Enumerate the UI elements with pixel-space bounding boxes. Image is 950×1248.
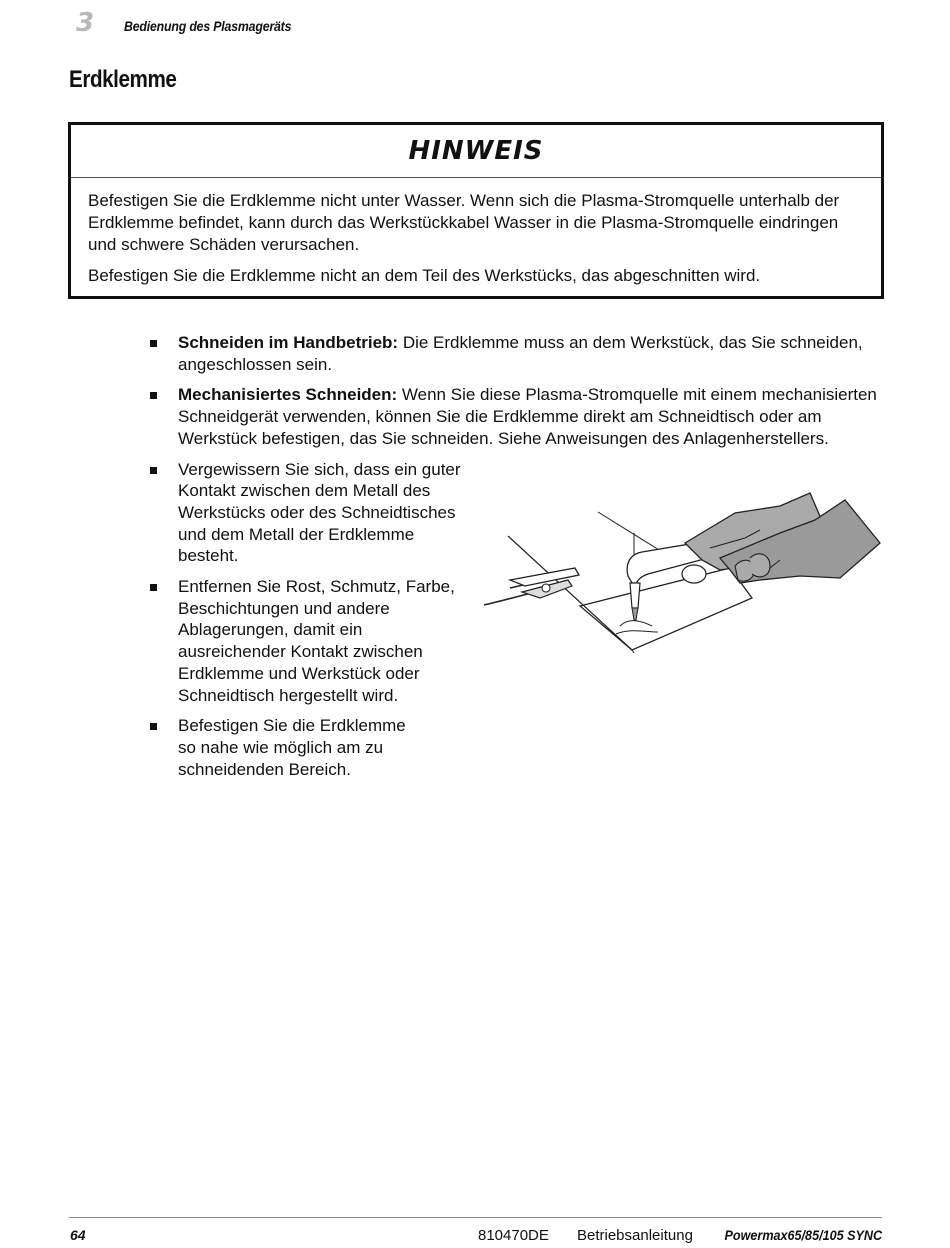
- notice-paragraph: Befestigen Sie die Erdklemme nicht unter Wasser. Wenn sich die Plasma-Stromquelle unterhalb der Erdklemme befindet, kann durch das Werkstückkabel Wasser in die Plasma-Stromquelle eindringen und schwere Schäden verursachen.: [88, 191, 840, 254]
- notice-box: [68, 122, 884, 299]
- chapter-number: 3: [76, 8, 95, 38]
- list-item-text: Befestigen Sie die Erdklemme so nahe wie möglich am zu schneidenden Bereich.: [178, 716, 406, 779]
- list-item: [150, 384, 880, 449]
- notice-body: [71, 178, 881, 287]
- list-item: [150, 715, 423, 780]
- list-item-label: Schneiden im Handbetrieb:: [178, 333, 399, 352]
- document-number: 810470DE: [478, 1227, 549, 1244]
- footer-divider: [69, 1217, 882, 1218]
- page-number: 64: [70, 1227, 86, 1243]
- list-item-text: Wenn Sie diese Plasma-Stromquelle mit einem mechanisierten Schneidgerät verwenden, können Sie die Erdklemme direkt am Schneidtisch oder am Werkstück befestigen, das Sie schneiden. Siehe Anweisungen des Anlagenherstellers.: [178, 385, 877, 448]
- list-item: [150, 459, 468, 568]
- list-item-text: Die Erdklemme muss an dem Werkstück, das Sie schneiden, angeschlossen sein.: [178, 333, 863, 374]
- ground-clamp-illustration: [480, 488, 882, 653]
- document-type: Betriebsanleitung: [577, 1227, 693, 1244]
- section-title: Erdklemme: [69, 66, 177, 93]
- list-item: [150, 576, 468, 706]
- notice-paragraph: Befestigen Sie die Erdklemme nicht an dem Teil des Werkstücks, das abgeschnitten wird.: [88, 266, 761, 285]
- product-name: Powermax65/85/105 SYNC: [724, 1227, 882, 1243]
- notice-title: HINWEIS: [408, 136, 544, 166]
- bullet-square-icon: [150, 340, 157, 347]
- chapter-title: Bedienung des Plasmageräts: [124, 18, 292, 34]
- bullet-square-icon: [150, 584, 157, 591]
- notice-header: [71, 125, 881, 178]
- bullet-square-icon: [150, 467, 157, 474]
- list-item-text: Vergewissern Sie sich, dass ein guter Kontakt zwischen dem Metall des Werkstücks oder des Schneidtisches und dem Metall der Erdklemme besteht.: [178, 459, 461, 566]
- list-item-label: Mechanisiertes Schneiden:: [178, 385, 398, 405]
- list-item: [150, 332, 880, 375]
- list-item-text: Entfernen Sie Rost, Schmutz, Farbe, Beschichtungen und andere Ablagerungen, damit ein ausreichender Kontakt zwischen Erdklemme und Werkstück oder Schneidtisch hergestellt wird.: [178, 577, 455, 705]
- bullet-square-icon: [150, 723, 157, 730]
- bullet-square-icon: [150, 392, 157, 399]
